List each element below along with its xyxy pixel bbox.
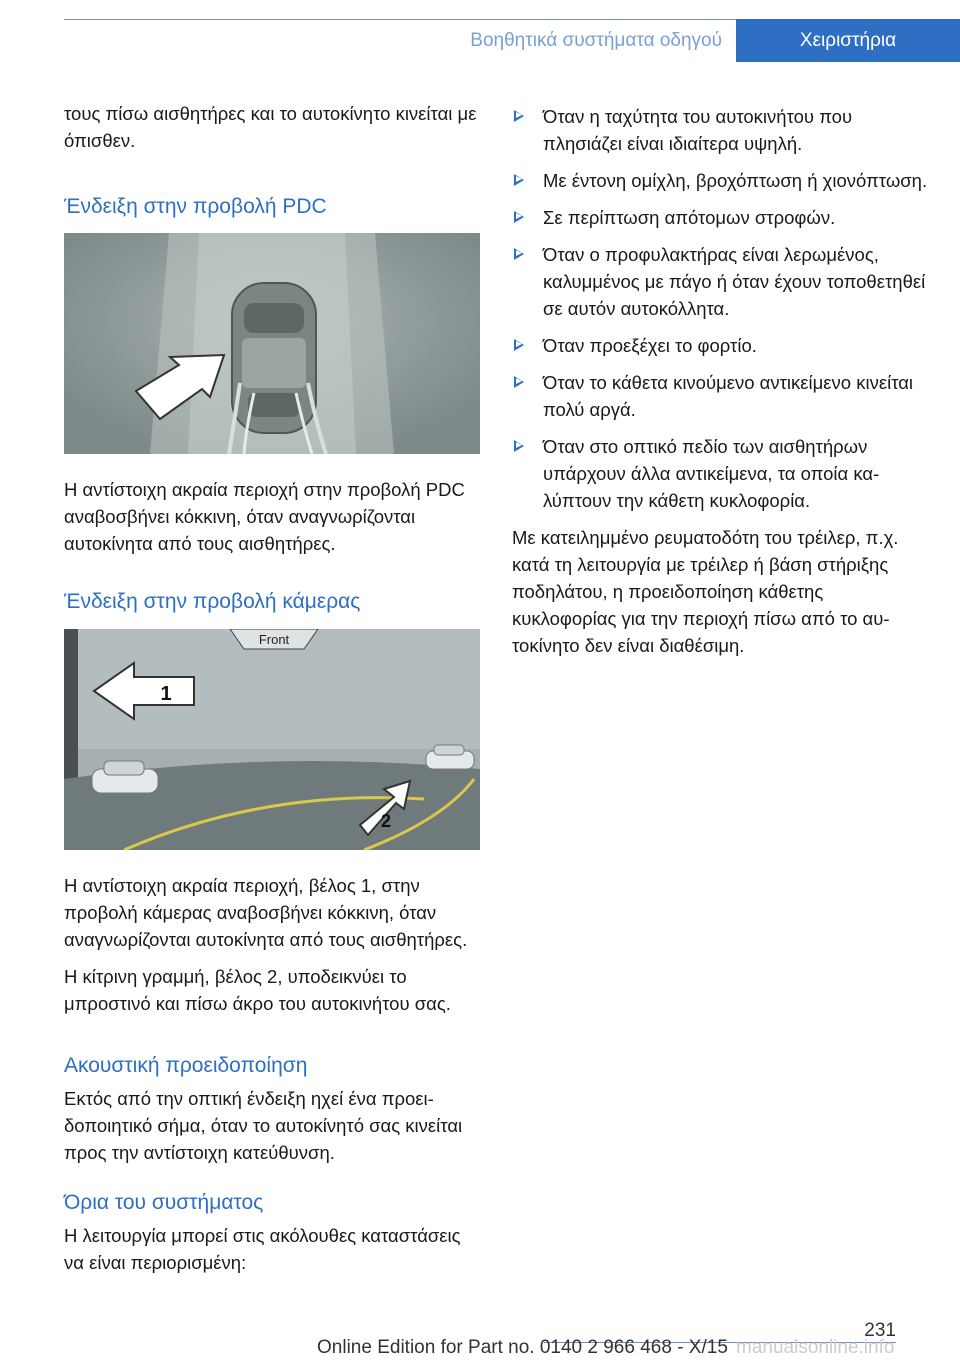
bullet-triangle-icon — [514, 211, 524, 223]
trailer-note: Με κατειλημμένο ρευματοδότη του τρέιλερ, π.χ. κατά τη λειτουργία με τρέιλερ ή βάση στήριξης ποδηλάτου, η προειδοποίηση κάθετης κυκλοφορίας για την περιοχή πίσω από το αυτοκίνητο δεν είναι διαθέσιμη. — [512, 527, 899, 656]
camera-description-1: Η αντίστοιχη ακραία περιοχή, βέλος 1, στην προβολή κάμερας αναβοσβήνει κόκκινη, όταν αναγνωρίζονται αυτοκίνητα από τους αισθητήρες. — [64, 875, 468, 950]
limits-list — [512, 103, 928, 514]
left-column — [64, 100, 480, 1286]
footer-edition: Online Edition for Part no. 0140 2 966 468 - X/15 — [317, 1337, 728, 1358]
list-item: Όταν η ταχύτητα του αυτοκινήτου που πλησιάζει είναι ιδιαίτερα υψηλή. — [512, 103, 928, 157]
section-title: Βοηθητικά συστήματα οδηγού — [64, 19, 736, 62]
page-number: 231 — [864, 1320, 896, 1341]
pdc-view-figure — [64, 233, 480, 454]
acoustic-description: Εκτός από την οπτική ένδειξη ηχεί ένα προειδοποιητικό σήμα, όταν το αυτοκίνητό σας κινείται προς την αντίστοιχη κατεύθυνση. — [64, 1088, 463, 1163]
list-item: Όταν προεξέχει το φορτίο. — [512, 332, 928, 359]
camera-description-2: Η κίτρινη γραμμή, βέλος 2, υποδεικνύει το μπροστινό και πίσω άκρο του αυτοκινήτου σας. — [64, 966, 451, 1014]
bullet-triangle-icon — [514, 339, 524, 351]
bullet-triangle-icon — [514, 110, 524, 122]
chapter-tab: Χειριστήρια — [736, 19, 960, 62]
camera-view-figure — [64, 629, 480, 850]
right-column — [512, 103, 928, 669]
limits-description: Η λειτουργία μπορεί στις ακόλουθες καταστάσεις να είναι περιορισμένη: — [64, 1225, 461, 1273]
list-item: Με έντονη ομίχλη, βροχόπτωση ή χιονόπτωση. — [512, 167, 928, 194]
limits-heading: Όρια του συστήματος — [64, 1191, 264, 1214]
bullet-triangle-icon — [514, 376, 524, 388]
bullet-triangle-icon — [514, 440, 524, 452]
bullet-triangle-icon — [514, 248, 524, 260]
page-header — [64, 19, 960, 62]
list-item: Όταν στο οπτικό πεδίο των αισθητήρων υπάρχουν άλλα αντικείμενα, τα οποία καλύπτουν την κάθετη κυκλοφορία. — [512, 433, 928, 514]
list-item: Όταν ο προφυλακτήρας είναι λερωμένος, καλυμμένος με πάγο ή όταν έχουν τοποθετηθεί σε αυτόν αυτοκόλλητα. — [512, 241, 928, 322]
intro-paragraph: τους πίσω αισθητήρες και το αυτοκίνητο κινείται με όπισθεν. — [64, 103, 477, 151]
camera-heading: Ένδειξη στην προβολή κάμερας — [64, 590, 361, 613]
arrow-2-label: 2 — [380, 811, 392, 831]
front-label: Front — [258, 632, 290, 647]
list-item: Όταν το κάθετα κινούμενο αντικείμενο κινείται πολύ αργά. — [512, 369, 928, 423]
pdc-heading: Ένδειξη στην προβολή PDC — [64, 195, 327, 218]
car-icon — [232, 283, 316, 433]
bullet-triangle-icon — [514, 174, 524, 186]
watermark: manualsonline.info — [736, 1337, 895, 1358]
pdc-description: Η αντίστοιχη ακραία περιοχή στην προβολή PDC αναβοσβήνει κόκκινη, όταν αναγνωρίζονται αυτοκίνητα από τους αισθητήρες. — [64, 479, 465, 554]
list-item: Σε περίπτωση απότομων στροφών. — [512, 204, 928, 231]
arrow-1-label: 1 — [160, 683, 172, 705]
acoustic-heading: Ακουστική προειδοποίηση — [64, 1054, 308, 1077]
